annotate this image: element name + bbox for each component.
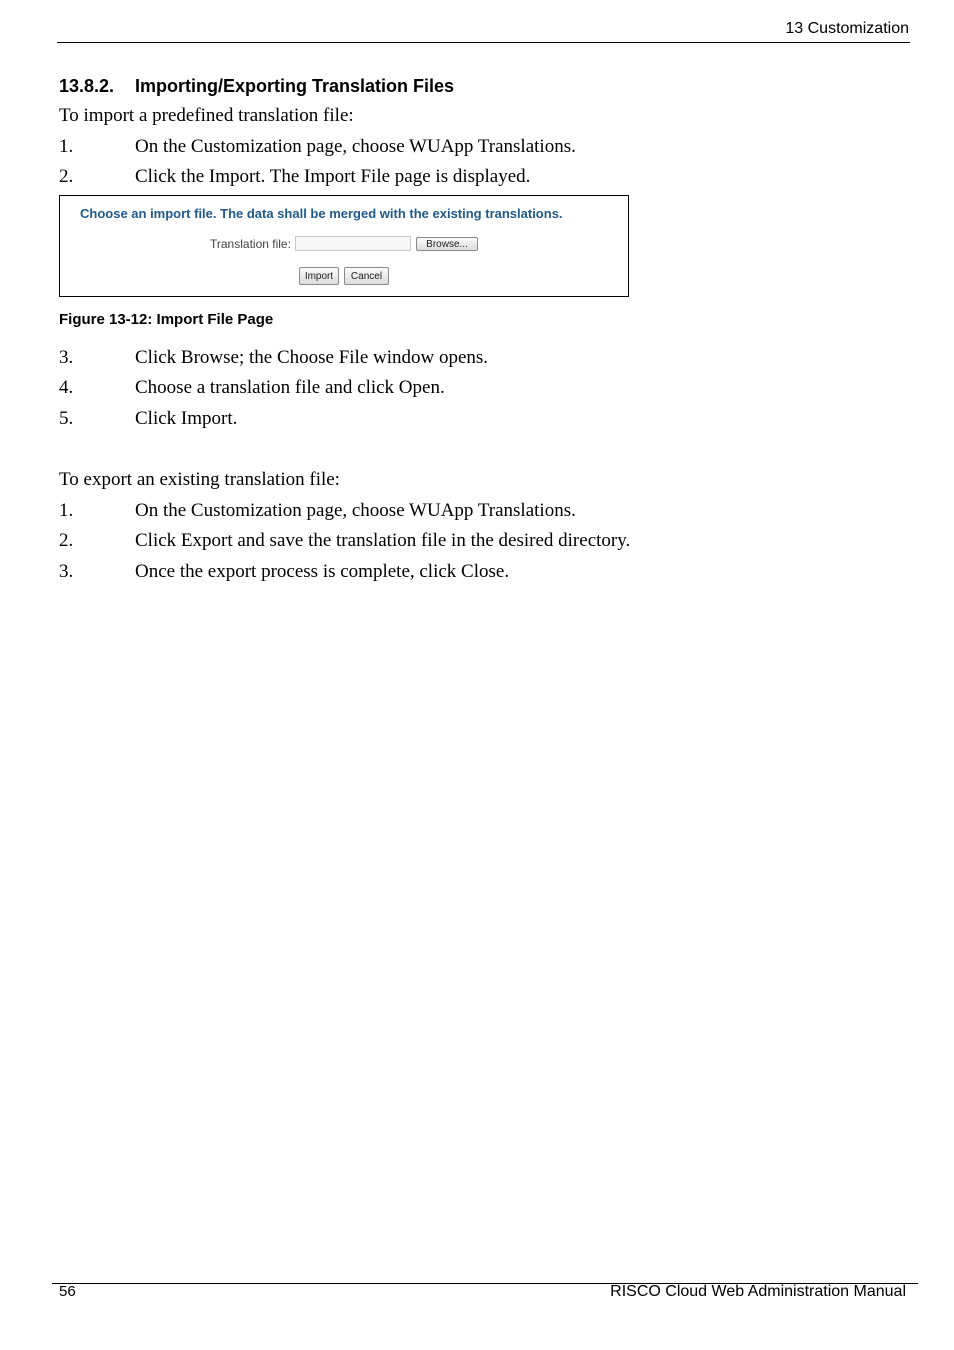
- import-step: [59, 166, 530, 188]
- manual-title: RISCO Cloud Web Administration Manual: [610, 1283, 906, 1300]
- export-step: [59, 561, 509, 583]
- step-number: 3.: [59, 561, 74, 582]
- step-number: 2.: [59, 530, 74, 551]
- step-number: 3.: [59, 347, 74, 368]
- header-rule: [57, 42, 910, 43]
- export-step: [59, 530, 630, 552]
- figure-caption: Figure 13-12: Import File Page: [59, 311, 274, 328]
- step-number: 5.: [59, 408, 74, 429]
- step-number: 4.: [59, 377, 74, 398]
- section-heading: [59, 76, 454, 97]
- step-number: 1.: [59, 136, 74, 157]
- translation-file-label: Translation file:: [210, 237, 291, 251]
- import-intro: To import a predefined translation file:: [59, 105, 354, 126]
- page-number: 56: [59, 1283, 76, 1300]
- step-text: Once the export process is complete, click Close.: [135, 561, 510, 582]
- step-text: Choose a translation file and click Open.: [135, 377, 445, 398]
- step-text: Click the Import. The Import File page is displayed.: [135, 166, 531, 187]
- import-button[interactable]: Import: [299, 267, 339, 285]
- step-text: Click Export and save the translation file in the desired directory.: [135, 530, 631, 551]
- step-number: 2.: [59, 166, 74, 187]
- import-instruction: Choose an import file. The data shall be merged with the existing translations.: [80, 206, 563, 221]
- step-text: Click Browse; the Choose File window opens.: [135, 347, 489, 368]
- section-title: Importing/Exporting Translation Files: [135, 76, 455, 96]
- import-step: [59, 377, 445, 399]
- import-step: [59, 347, 488, 369]
- step-text: Click Import.: [135, 408, 238, 429]
- step-text: On the Customization page, choose WUApp Translations.: [135, 500, 576, 521]
- import-step: [59, 136, 576, 158]
- cancel-button[interactable]: Cancel: [344, 267, 389, 285]
- step-text: On the Customization page, choose WUApp Translations.: [135, 136, 576, 157]
- running-header: 13 Customization: [785, 20, 909, 37]
- section-number: 13.8.2.: [59, 76, 115, 96]
- export-step: [59, 500, 576, 522]
- translation-file-input[interactable]: [295, 236, 411, 251]
- browse-button[interactable]: Browse...: [416, 237, 478, 251]
- export-intro: To export an existing translation file:: [59, 469, 340, 490]
- import-file-figure: [59, 195, 629, 297]
- step-number: 1.: [59, 500, 74, 521]
- import-step: [59, 408, 237, 430]
